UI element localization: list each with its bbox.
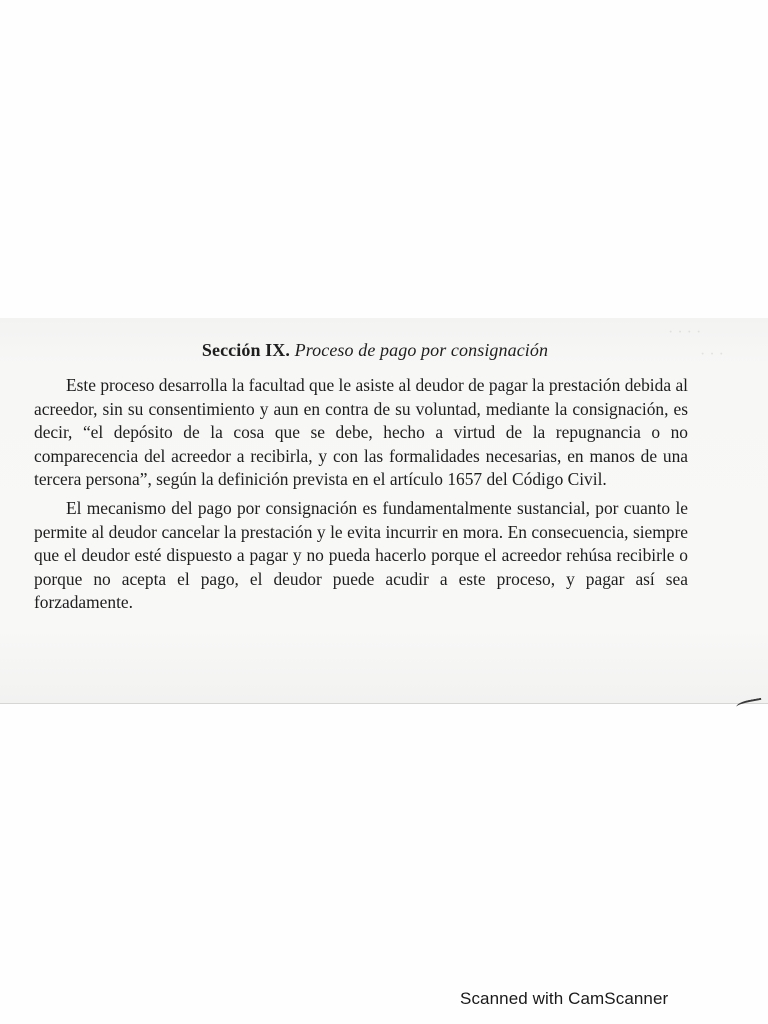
document-text	[34, 338, 688, 620]
section-heading	[34, 338, 688, 362]
paragraph-1: Este proceso desarrolla la facultad que le asiste al deudor de pagar la prestación debida al acreedor, sin su consentimiento y aun en contra de su voluntad, mediante la consignación, es decir, “el depósito de la cosa que se debe, hecho a virtud de la repugnancia o no comparecencia del acreedor a recibirla, y con las formalidades necesarias, en manos de una tercera persona”, según la definición prevista en el artículo 1657 del Código Civil.	[34, 375, 688, 490]
bleed-through-text: · · ·	[700, 346, 724, 363]
paper-edge	[0, 703, 768, 704]
section-title: Proceso de pago por consignación	[294, 340, 549, 360]
paragraph-2: El mecanismo del pago por consignación es fundamentalmente sustancial, por cuanto le permite al deudor cancelar la prestación y le evita incurrir en mora. En consecuencia, siempre que el deudor esté dispuesto a pagar y no pueda hacerlo porque el acreedor rehúsa recibirle o porque no acepta el pago, el deudor puede acudir a este proceso, y pagar así sea forzadamente.	[34, 497, 688, 613]
scanner-watermark: Scanned with CamScanner	[460, 989, 669, 1008]
section-number: Sección IX.	[201, 340, 290, 360]
bleed-through-text: · · · ·	[668, 324, 702, 341]
